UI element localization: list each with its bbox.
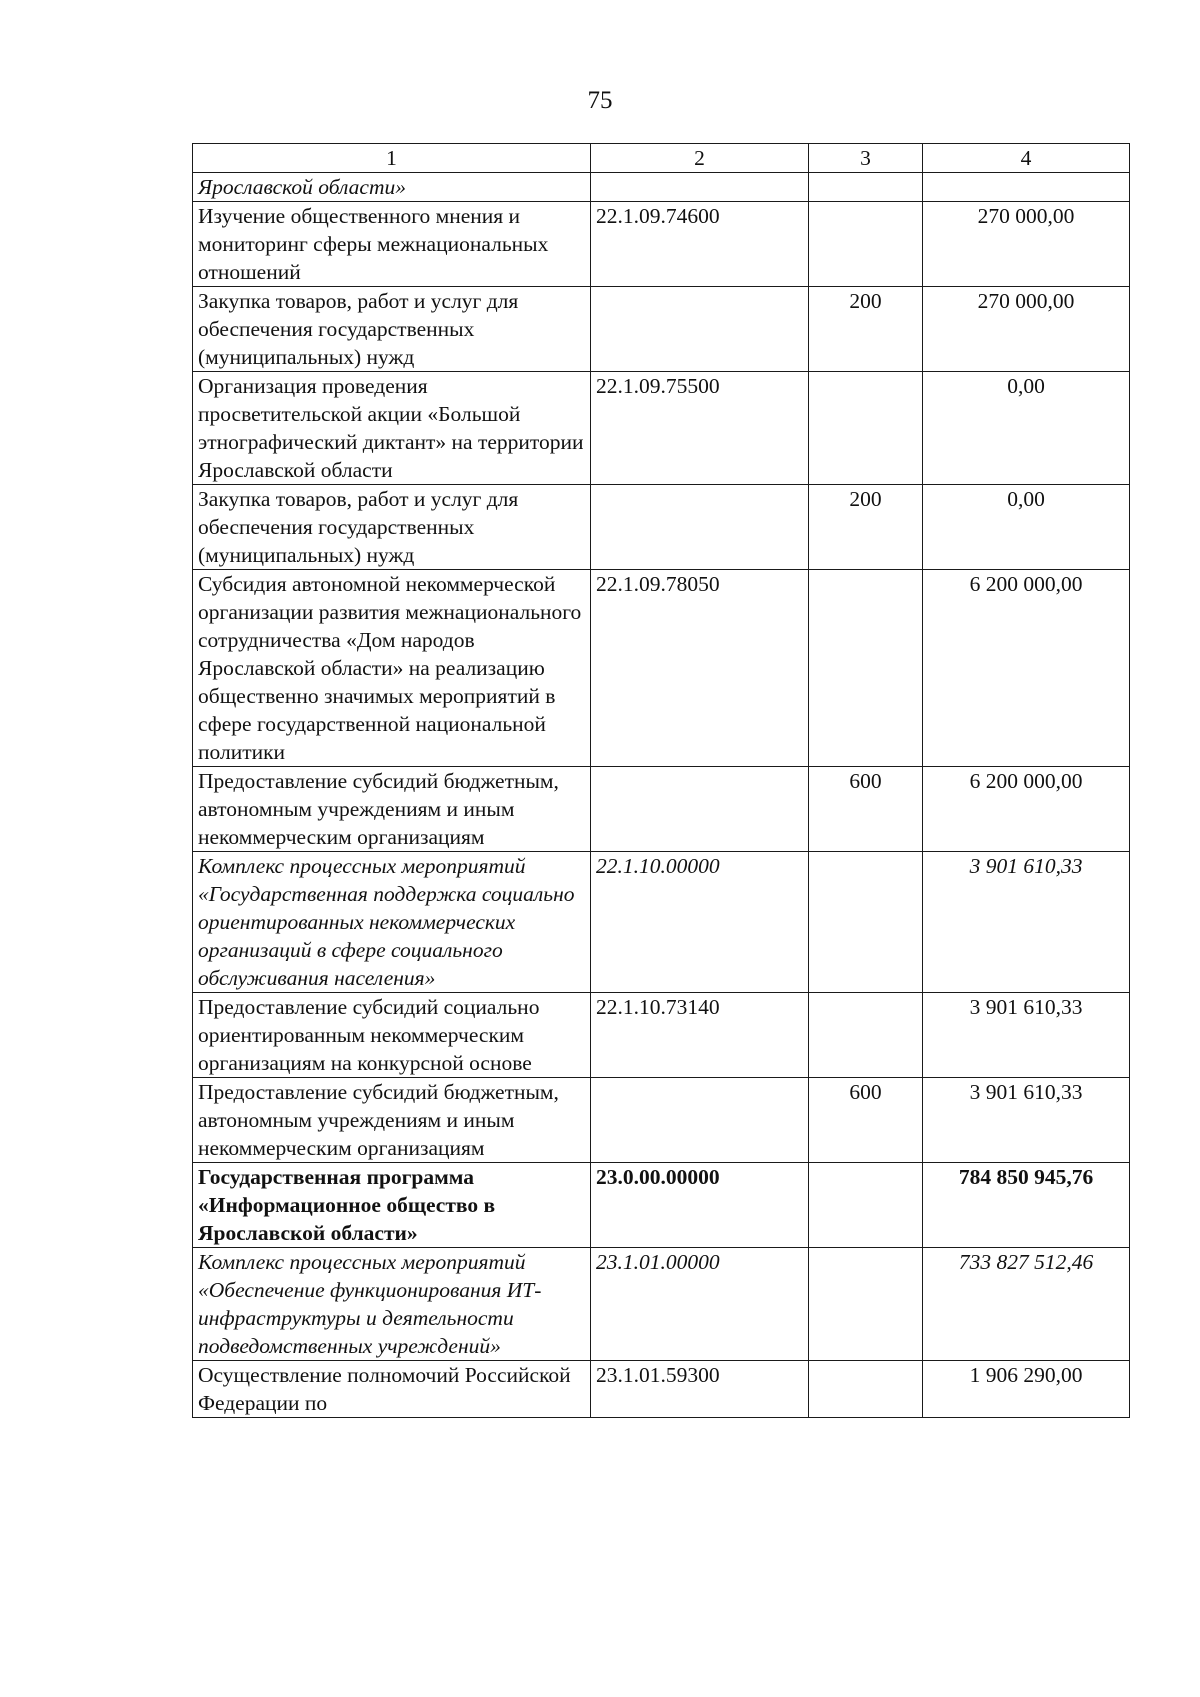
row-name: Осуществление полномочий Российской Федерации по — [193, 1361, 591, 1418]
column-header-sum: 4 — [923, 144, 1130, 173]
table-row — [193, 570, 1130, 767]
table-row — [193, 1361, 1130, 1418]
column-header-code: 2 — [591, 144, 809, 173]
row-name: Предоставление субсидий социально ориентированным некоммерческим организациям на конкурсной основе — [193, 993, 591, 1078]
row-kvr — [809, 372, 923, 485]
row-code: 23.1.01.00000 — [591, 1248, 809, 1361]
row-code: 22.1.10.00000 — [591, 852, 809, 993]
row-sum: 0,00 — [923, 372, 1130, 485]
table-row — [193, 485, 1130, 570]
table-row — [193, 993, 1130, 1078]
row-sum: 6 200 000,00 — [923, 570, 1130, 767]
row-name: Предоставление субсидий бюджетным, автономным учреждениям и иным некоммерческим организациям — [193, 1078, 591, 1163]
row-code — [591, 287, 809, 372]
row-code: 22.1.09.74600 — [591, 202, 809, 287]
row-code: 23.1.01.59300 — [591, 1361, 809, 1418]
row-code: 22.1.10.73140 — [591, 993, 809, 1078]
row-kvr — [809, 852, 923, 993]
row-code: 22.1.09.75500 — [591, 372, 809, 485]
row-sum: 3 901 610,33 — [923, 852, 1130, 993]
table-row — [193, 767, 1130, 852]
row-name: Субсидия автономной некоммерческой организации развития межнационального сотрудничества «Дом народов Ярославской области» на реализацию общественно значимых мероприятий в сфере государственной национальной политики — [193, 570, 591, 767]
row-kvr — [809, 1361, 923, 1418]
row-kvr — [809, 202, 923, 287]
row-code: 23.0.00.00000 — [591, 1163, 809, 1248]
row-kvr — [809, 173, 923, 202]
row-kvr — [809, 1163, 923, 1248]
row-kvr — [809, 570, 923, 767]
row-name: Комплекс процессных мероприятий «Обеспечение функционирования ИТ-инфраструктуры и деятельности подведомственных учреждений» — [193, 1248, 591, 1361]
row-code — [591, 767, 809, 852]
row-sum: 3 901 610,33 — [923, 993, 1130, 1078]
row-kvr: 200 — [809, 287, 923, 372]
row-name: Организация проведения просветительской акции «Большой этнографический диктант» на территории Ярославской области — [193, 372, 591, 485]
table-header-row — [193, 144, 1130, 173]
row-name: Ярославской области» — [193, 173, 591, 202]
table-row — [193, 287, 1130, 372]
row-kvr: 200 — [809, 485, 923, 570]
row-code — [591, 173, 809, 202]
row-name: Закупка товаров, работ и услуг для обеспечения государственных (муниципальных) нужд — [193, 287, 591, 372]
row-code — [591, 485, 809, 570]
table-row — [193, 852, 1130, 993]
row-name: Предоставление субсидий бюджетным, автономным учреждениям и иным некоммерческим организациям — [193, 767, 591, 852]
row-sum: 6 200 000,00 — [923, 767, 1130, 852]
row-sum — [923, 173, 1130, 202]
budget-table — [192, 143, 1130, 1418]
row-code: 22.1.09.78050 — [591, 570, 809, 767]
table-row — [193, 1248, 1130, 1361]
row-sum: 1 906 290,00 — [923, 1361, 1130, 1418]
row-sum: 784 850 945,76 — [923, 1163, 1130, 1248]
row-sum: 270 000,00 — [923, 287, 1130, 372]
row-sum: 270 000,00 — [923, 202, 1130, 287]
row-kvr — [809, 1248, 923, 1361]
row-name: Комплекс процессных мероприятий «Государственная поддержка социально ориентированных некоммерческих организаций в сфере социального обслуживания населения» — [193, 852, 591, 993]
table-row — [193, 372, 1130, 485]
row-sum: 3 901 610,33 — [923, 1078, 1130, 1163]
table-row — [193, 173, 1130, 202]
row-name: Закупка товаров, работ и услуг для обеспечения государственных (муниципальных) нужд — [193, 485, 591, 570]
row-name: Государственная программа «Информационное общество в Ярославской области» — [193, 1163, 591, 1248]
row-code — [591, 1078, 809, 1163]
table-row — [193, 1163, 1130, 1248]
page-number: 75 — [587, 87, 613, 114]
row-kvr — [809, 993, 923, 1078]
column-header-kvr: 3 — [809, 144, 923, 173]
row-name: Изучение общественного мнения и мониторинг сферы межнациональных отношений — [193, 202, 591, 287]
row-kvr: 600 — [809, 1078, 923, 1163]
table-row — [193, 1078, 1130, 1163]
row-sum: 733 827 512,46 — [923, 1248, 1130, 1361]
table-row — [193, 202, 1130, 287]
column-header-name: 1 — [193, 144, 591, 173]
row-sum: 0,00 — [923, 485, 1130, 570]
row-kvr: 600 — [809, 767, 923, 852]
